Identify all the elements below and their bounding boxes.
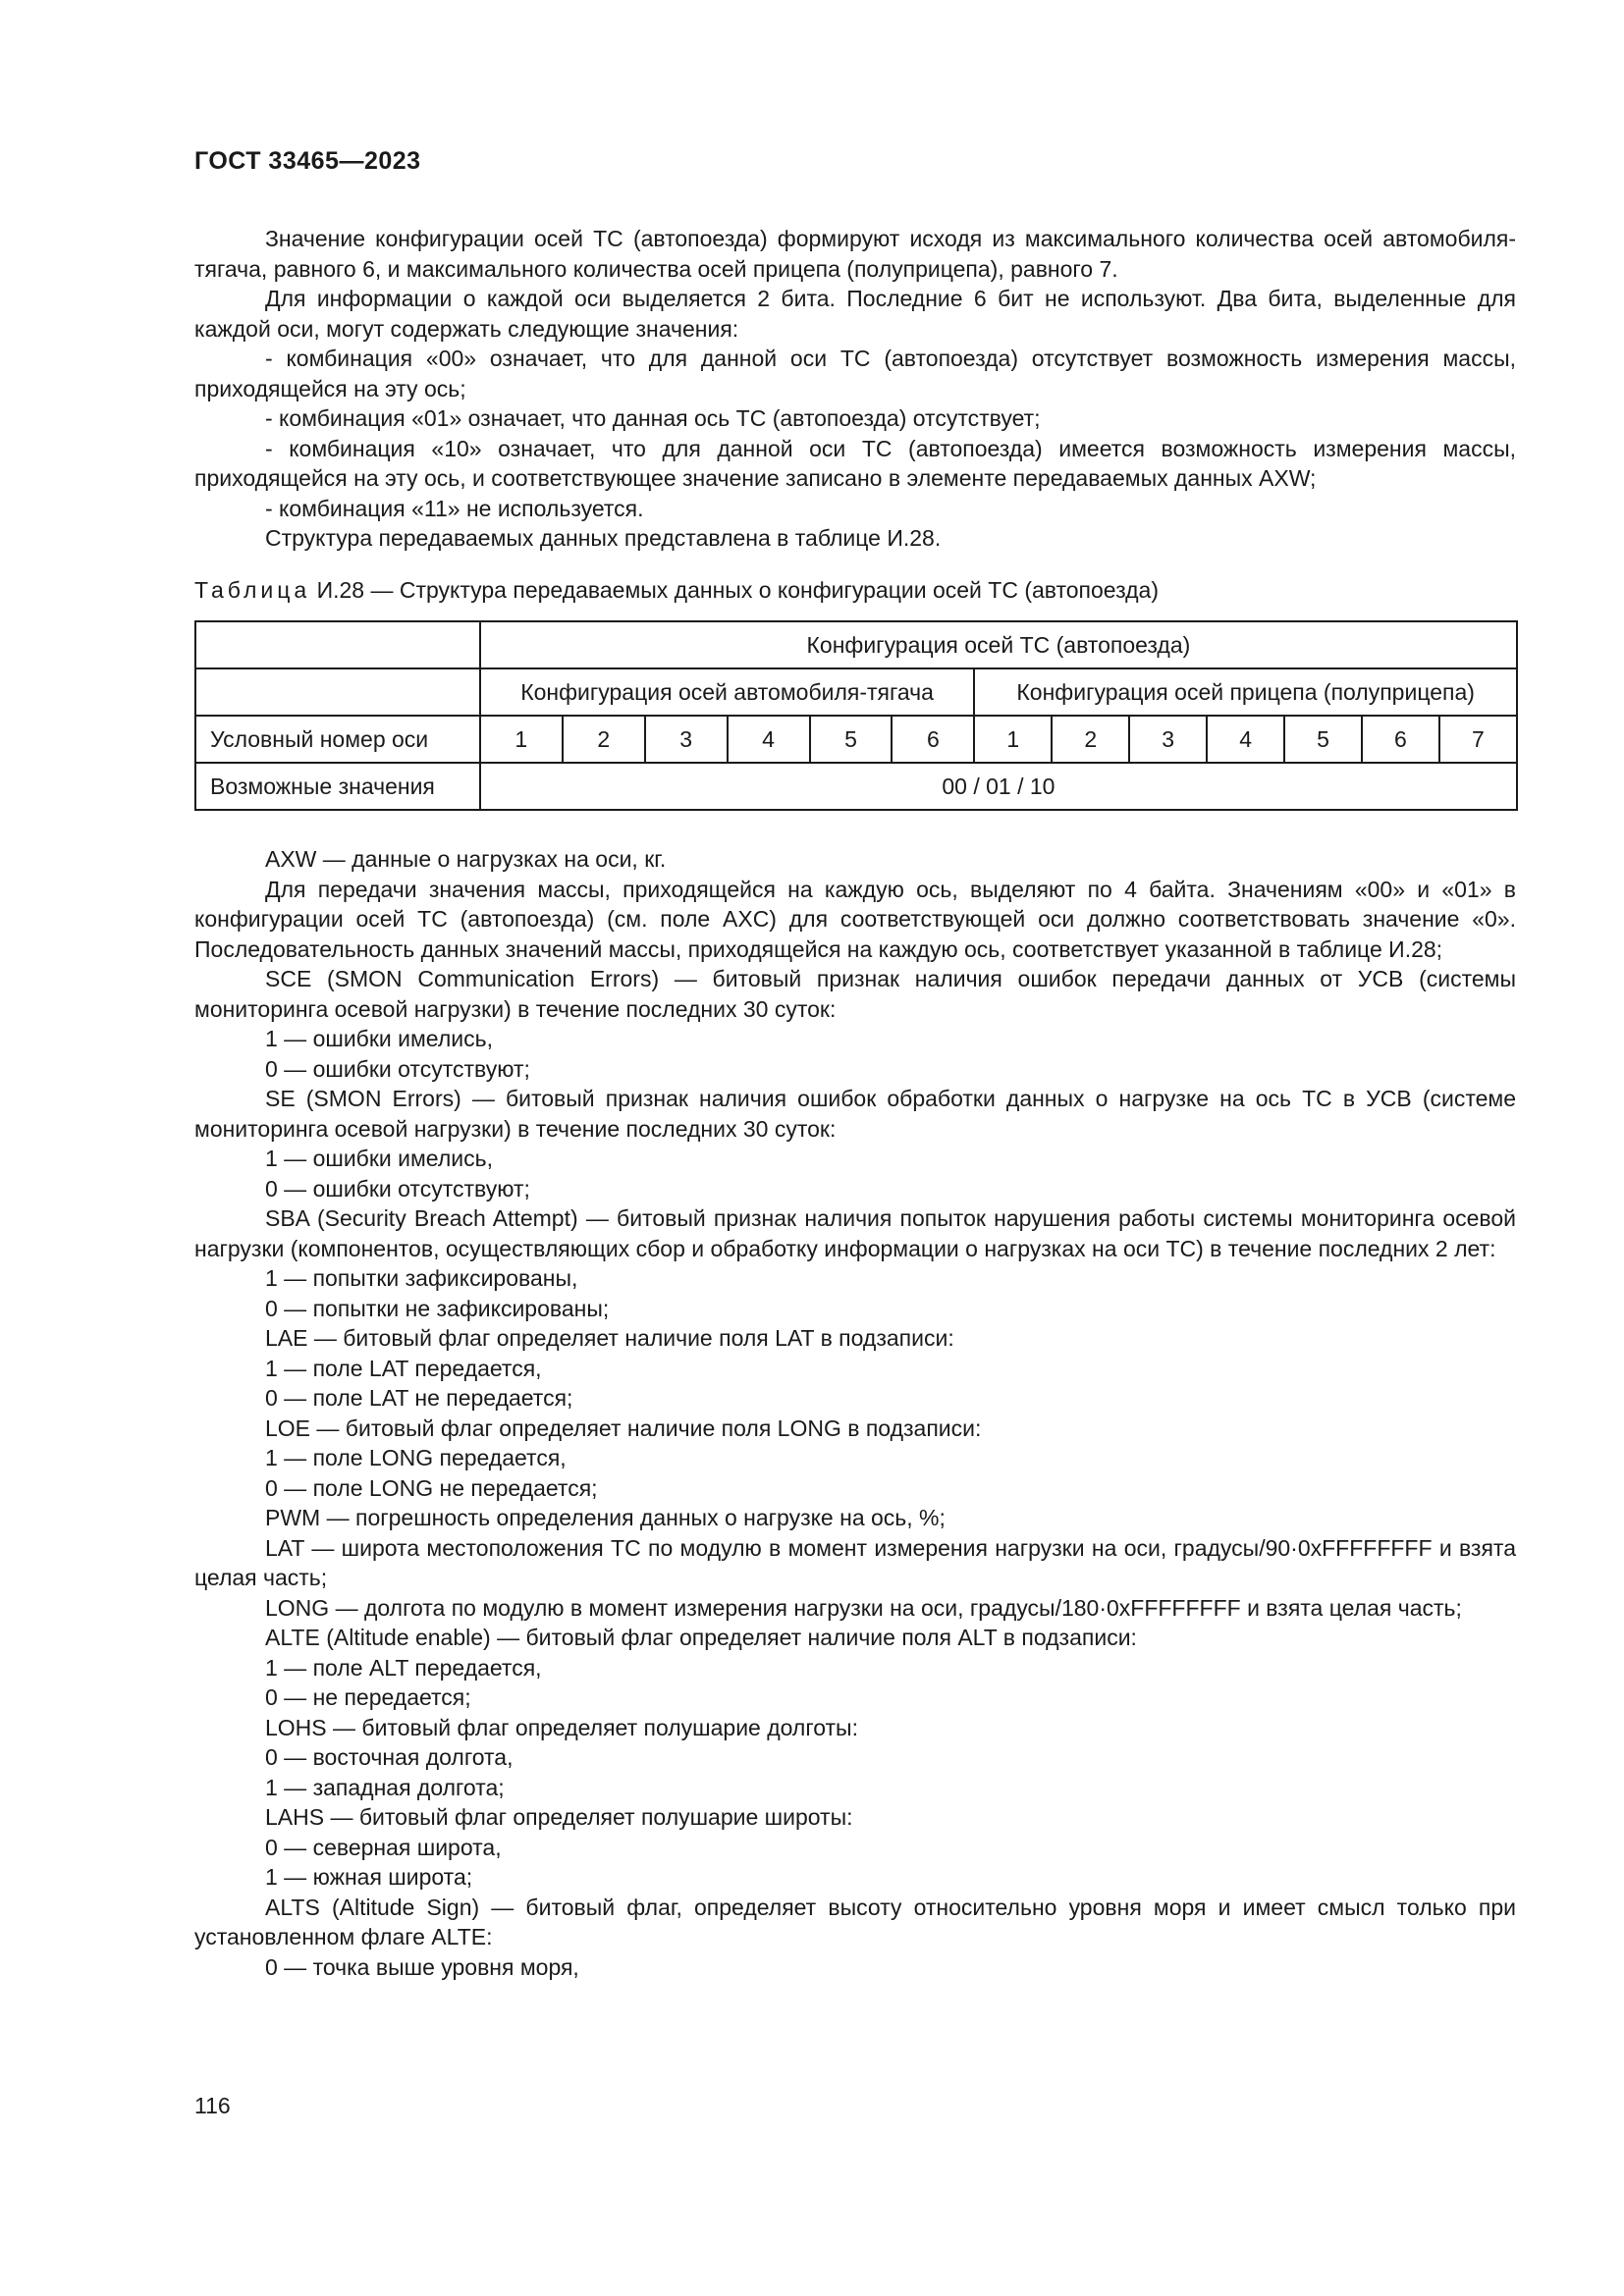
- body-paragraph: LOE — битовый флаг определяет наличие поля LONG в подзаписи:: [265, 1415, 982, 1441]
- intro-paragraph: Для информации о каждой оси выделяется 2 бита. Последние 6 бит не используют. Два бита, выделенные для каждой оси, могут содержать следующие значения:: [194, 286, 1516, 342]
- page-number: 116: [194, 2093, 231, 2118]
- body-paragraph: AXW — данные о нагрузках на оси, кг.: [265, 846, 667, 872]
- body-paragraph: 1 — поле LAT передается,: [265, 1355, 542, 1381]
- body-paragraph: 1 — западная долгота;: [265, 1774, 505, 1800]
- table-caption-text: И.28 — Структура передаваемых данных о конфигурации осей ТС (автопоезда): [310, 577, 1160, 603]
- body-paragraph: SBA (Security Breach Attempt) — битовый признак наличия попыток нарушения работы системы мониторинга осевой нагрузки (компонентов, осуществляющих сбор и обработку информации о нагрузках на оси ТС) в течение последних 2 лет:: [194, 1205, 1516, 1261]
- body-paragraph: 1 — поле ALT передается,: [265, 1654, 542, 1681]
- body-paragraph: LONG — долгота по модулю в момент измерения нагрузки на оси, градусы/180·0xFFFFFFFF и взята целая часть;: [265, 1594, 1462, 1621]
- body-paragraph: Для передачи значения массы, приходящейся на каждую ось, выделяют по 4 байта. Значениям «00» и «01» в конфигурации осей ТС (автопоезда) (см. поле AXC) для соответствующей оси должно соответствовать значение «0». Последовательность данных значений массы, приходящейся на каждую ось, соответствует указанной в таблице И.28;: [194, 876, 1516, 962]
- body-paragraph: SCE (SMON Communication Errors) — битовый признак наличия ошибок передачи данных от УСВ (системы мониторинга осевой нагрузки) в течение последних 30 суток:: [194, 966, 1516, 1022]
- table-cell-values: 00 / 01 / 10: [480, 763, 1517, 810]
- table-group-trailer: Конфигурация осей прицепа (полуприцепа): [974, 668, 1517, 716]
- body-paragraph: 0 — точка выше уровня моря,: [265, 1953, 579, 1980]
- body-paragraph: 1 — попытки зафиксированы,: [265, 1265, 578, 1291]
- body-paragraph: 0 — северная широта,: [265, 1834, 502, 1860]
- body-paragraph: PWM — погрешность определения данных о нагрузке на ось, %;: [265, 1505, 946, 1530]
- table-row: [195, 716, 1517, 763]
- body-paragraph: LAE — битовый флаг определяет наличие поля LAT в подзаписи:: [265, 1325, 954, 1351]
- intro-paragraph: - комбинация «10» означает, что для данной оси ТС (автопоезда) имеется возможность измерения массы, приходящейся на эту ось, и соответствующее значение записано в элементе передаваемых данных AXW;: [194, 435, 1516, 491]
- table-caption: [194, 577, 1159, 604]
- body-paragraph: LOHS — битовый флаг определяет полушарие долготы:: [265, 1714, 858, 1740]
- table-group-tractor: Конфигурация осей автомобиля-тягача: [480, 668, 975, 716]
- body-paragraph: 0 — поле LONG не передается;: [265, 1474, 598, 1501]
- table-cell-axle: 6: [1362, 716, 1439, 763]
- body-paragraph: 0 — восточная долгота,: [265, 1744, 514, 1770]
- body-text: [194, 844, 1516, 1982]
- body-paragraph: 1 — ошибки имелись,: [265, 1146, 493, 1171]
- table-cell-axle: 2: [1052, 716, 1129, 763]
- table-cell-axle: 3: [1129, 716, 1207, 763]
- table-cell-axle: 5: [810, 716, 893, 763]
- table-cell-axle: 6: [892, 716, 974, 763]
- table-cell-axle: 4: [728, 716, 810, 763]
- table-row: [195, 763, 1517, 810]
- table-cell-axle: 4: [1207, 716, 1284, 763]
- table-top-header: Конфигурация осей ТС (автопоезда): [480, 621, 1517, 668]
- intro-paragraph: Структура передаваемых данных представлена в таблице И.28.: [265, 525, 942, 551]
- body-paragraph: SE (SMON Errors) — битовый признак наличия ошибок обработки данных о нагрузке на ось ТС в УСВ (системе мониторинга осевой нагрузки) в течение последних 30 суток:: [194, 1086, 1516, 1142]
- table-corner-cell: [195, 621, 480, 668]
- body-paragraph: 0 — не передается;: [265, 1684, 471, 1710]
- intro-paragraph: Значение конфигурации осей ТС (автопоезда) формируют исходя из максимального количества осей автомобиля-тягача, равного 6, и максимального количества осей прицепа (полуприцепа), равного 7.: [194, 226, 1516, 282]
- table-row: [195, 668, 1517, 716]
- body-paragraph: 0 — поле LAT не передается;: [265, 1385, 573, 1411]
- body-paragraph: 1 — ошибки имелись,: [265, 1026, 493, 1051]
- table-cell-axle: 3: [645, 716, 728, 763]
- table-cell-axle: 1: [974, 716, 1052, 763]
- table-caption-prefix: Таблица: [194, 577, 311, 603]
- intro-paragraph: - комбинация «11» не используется.: [265, 495, 644, 521]
- body-paragraph: 1 — южная широта;: [265, 1864, 473, 1890]
- document-header: ГОСТ 33465—2023: [194, 147, 421, 175]
- body-paragraph: LAT — широта местоположения ТС по модулю в момент измерения нагрузки на оси, градусы/90·0xFFFFFFFF и взята целая часть;: [194, 1534, 1516, 1590]
- intro-paragraph: - комбинация «01» означает, что данная ось ТС (автопоезда) отсутствует;: [265, 405, 1041, 431]
- body-paragraph: 0 — попытки не зафиксированы;: [265, 1295, 610, 1321]
- table-corner-cell: [195, 668, 480, 716]
- table-cell-axle: 7: [1439, 716, 1517, 763]
- body-paragraph: 1 — поле LONG передается,: [265, 1445, 567, 1470]
- table-cell-axle: 2: [563, 716, 645, 763]
- table-row: [195, 621, 1517, 668]
- intro-text: [194, 224, 1516, 554]
- table-cell-axle: 1: [480, 716, 563, 763]
- table-cell-axle: 5: [1284, 716, 1362, 763]
- table-row-label: Условный номер оси: [195, 716, 480, 763]
- body-paragraph: 0 — ошибки отсутствуют;: [265, 1175, 530, 1201]
- table-row-label: Возможные значения: [195, 763, 480, 810]
- body-paragraph: ALTS (Altitude Sign) — битовый флаг, определяет высоту относительно уровня моря и имеет смысл только при установленном флаге ALTE:: [194, 1894, 1516, 1949]
- intro-paragraph: - комбинация «00» означает, что для данной оси ТС (автопоезда) отсутствует возможность измерения массы, приходящейся на эту ось;: [194, 346, 1516, 401]
- body-paragraph: 0 — ошибки отсутствуют;: [265, 1055, 530, 1082]
- body-paragraph: LAHS — битовый флаг определяет полушарие широты:: [265, 1804, 853, 1830]
- axle-config-table: [194, 620, 1518, 811]
- body-paragraph: ALTE (Altitude enable) — битовый флаг определяет наличие поля ALT в подзаписи:: [265, 1625, 1137, 1650]
